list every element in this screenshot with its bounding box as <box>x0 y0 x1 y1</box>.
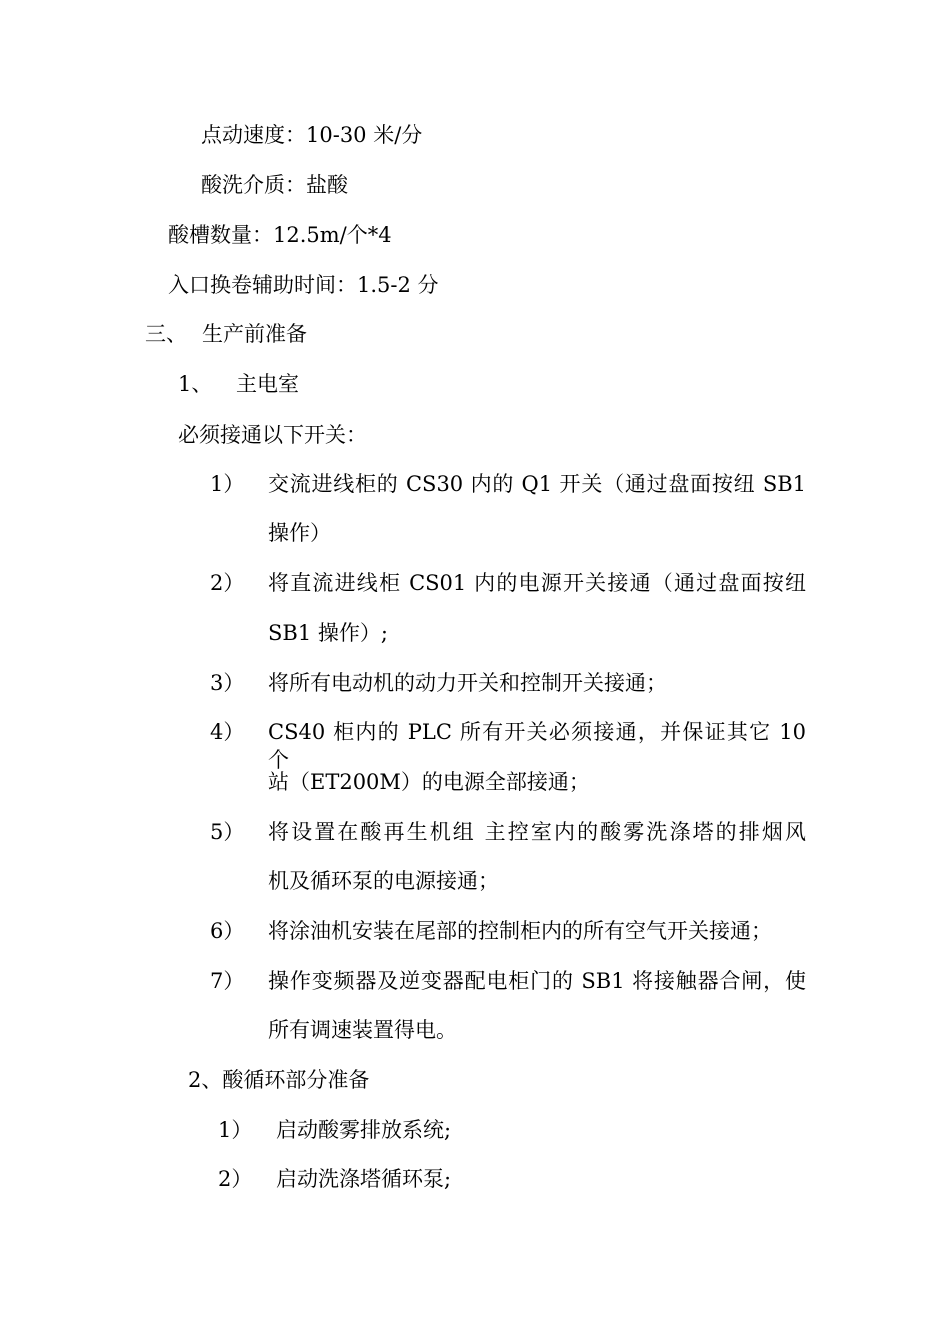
list-item-number: 3） <box>210 671 245 695</box>
spec-tank-count: 酸槽数量：12.5m/个*4 <box>168 223 392 247</box>
spec-coil-change-time: 入口换卷辅助时间：1.5-2 分 <box>168 273 439 297</box>
list-item-number: 7） <box>210 969 245 993</box>
spec-pickling-medium: 酸洗介质：盐酸 <box>201 173 348 197</box>
subsection-2-title: 2、酸循环部分准备 <box>188 1068 370 1092</box>
list-item-text: 将设置在酸再生机组 主控室内的酸雾洗涤塔的排烟风 <box>268 820 806 844</box>
list-item-text: 启动酸雾排放系统; <box>276 1118 452 1142</box>
list-item-number: 1） <box>218 1118 253 1142</box>
list-item-text: 交流进线柜的 CS30 内的 Q1 开关（通过盘面按纽 SB1 <box>268 472 806 496</box>
list-item-text: SB1 操作）; <box>268 621 388 645</box>
list-item-text: 将涂油机安装在尾部的控制柜内的所有空气开关接通； <box>268 919 772 943</box>
list-item-text: 启动洗涤塔循环泵; <box>276 1167 452 1191</box>
list-item-number: 1） <box>210 472 245 496</box>
subsection-title: 主电室 <box>236 372 299 396</box>
list-item-text: 操作） <box>268 521 331 545</box>
list-item-text: CS40 柜内的 PLC 所有开关必须接通，并保证其它 10 个 <box>268 720 806 772</box>
list-item-number: 5） <box>210 820 245 844</box>
subsection-intro: 必须接通以下开关： <box>178 423 367 447</box>
subsection-number: 1、 <box>178 372 213 396</box>
list-item-text: 机及循环泵的电源接通； <box>268 869 499 893</box>
section-title: 生产前准备 <box>202 322 307 346</box>
list-item-text: 将所有电动机的动力开关和控制开关接通； <box>268 671 667 695</box>
list-item-text: 站（ET200M）的电源全部接通； <box>268 770 590 794</box>
list-item-text: 操作变频器及逆变器配电柜门的 SB1 将接触器合闸，使 <box>268 969 806 993</box>
spec-jog-speed: 点动速度：10-30 米/分 <box>201 123 423 147</box>
section-number: 三、 <box>145 322 187 346</box>
list-item-text: 将直流进线柜 CS01 内的电源开关接通（通过盘面按纽 <box>268 571 806 595</box>
list-item-number: 4） <box>210 720 245 744</box>
list-item-text: 所有调速装置得电。 <box>268 1018 457 1042</box>
list-item-number: 6） <box>210 919 245 943</box>
list-item-number: 2） <box>218 1167 253 1191</box>
list-item-number: 2） <box>210 571 245 595</box>
